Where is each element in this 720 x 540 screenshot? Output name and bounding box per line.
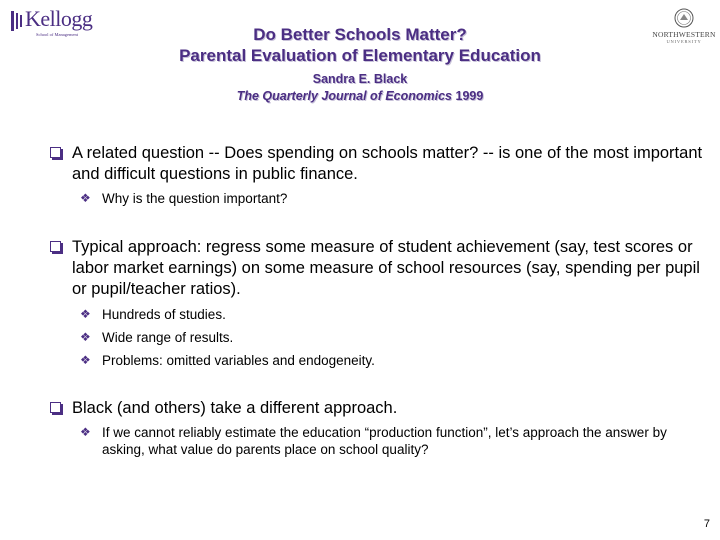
diamond-bullet-icon: ❖: [80, 353, 91, 367]
slide-title-block: [130, 24, 590, 104]
journal-citation: [130, 88, 590, 104]
kellogg-logo: [10, 8, 94, 38]
diamond-bullet-icon: ❖: [80, 191, 91, 205]
slide-title: Do Better Schools Matter?: [253, 25, 467, 44]
university-seal-icon: [674, 8, 694, 28]
square-bullet-icon: [50, 147, 61, 158]
logo-right-subtext: UNIVERSITY: [666, 39, 702, 44]
sub-bullet-text: If we cannot reliably estimate the education “production function”, let’s approach the answer by asking, what value do parents place on school quality?: [102, 425, 667, 457]
square-bullet-icon: [50, 402, 61, 413]
kellogg-mark-icon: [10, 10, 24, 32]
diamond-bullet-icon: ❖: [80, 330, 91, 344]
bullet-text: A related question -- Does spending on schools matter? -- is one of the most important and difficult questions in public finance.: [72, 144, 703, 183]
page-number: 7: [703, 518, 710, 530]
northwestern-logo: [652, 8, 716, 52]
logo-left-wordmark: Kellogg: [25, 6, 93, 31]
square-bullet-icon: [50, 241, 61, 252]
sub-bullet-text: Problems: omitted variables and endogeneity.: [102, 353, 375, 368]
sub-bullet-text: Why is the question important?: [102, 191, 288, 206]
author-name: Sandra E. Black: [312, 72, 408, 86]
sub-bullet-text: Wide range of results.: [102, 330, 234, 345]
logo-right-wordmark: NORTHWESTERN: [652, 30, 716, 39]
logo-left-subtext: School of Management: [36, 32, 78, 37]
bullet-text: Black (and others) take a different approach.: [72, 399, 398, 417]
bullet-text: Typical approach: regress some measure of student achievement (say, test scores or labor market earnings) on some measure of school resources (say, spending per pupil or pupil/teacher ratios).: [72, 238, 700, 298]
diamond-bullet-icon: ❖: [80, 425, 91, 439]
diamond-bullet-icon: ❖: [80, 307, 91, 321]
journal-name: The Quarterly Journal of Economics: [236, 89, 453, 103]
slide-subtitle: Parental Evaluation of Elementary Education: [179, 46, 541, 65]
journal-year: 1999: [455, 89, 484, 103]
sub-bullet-text: Hundreds of studies.: [102, 307, 226, 322]
